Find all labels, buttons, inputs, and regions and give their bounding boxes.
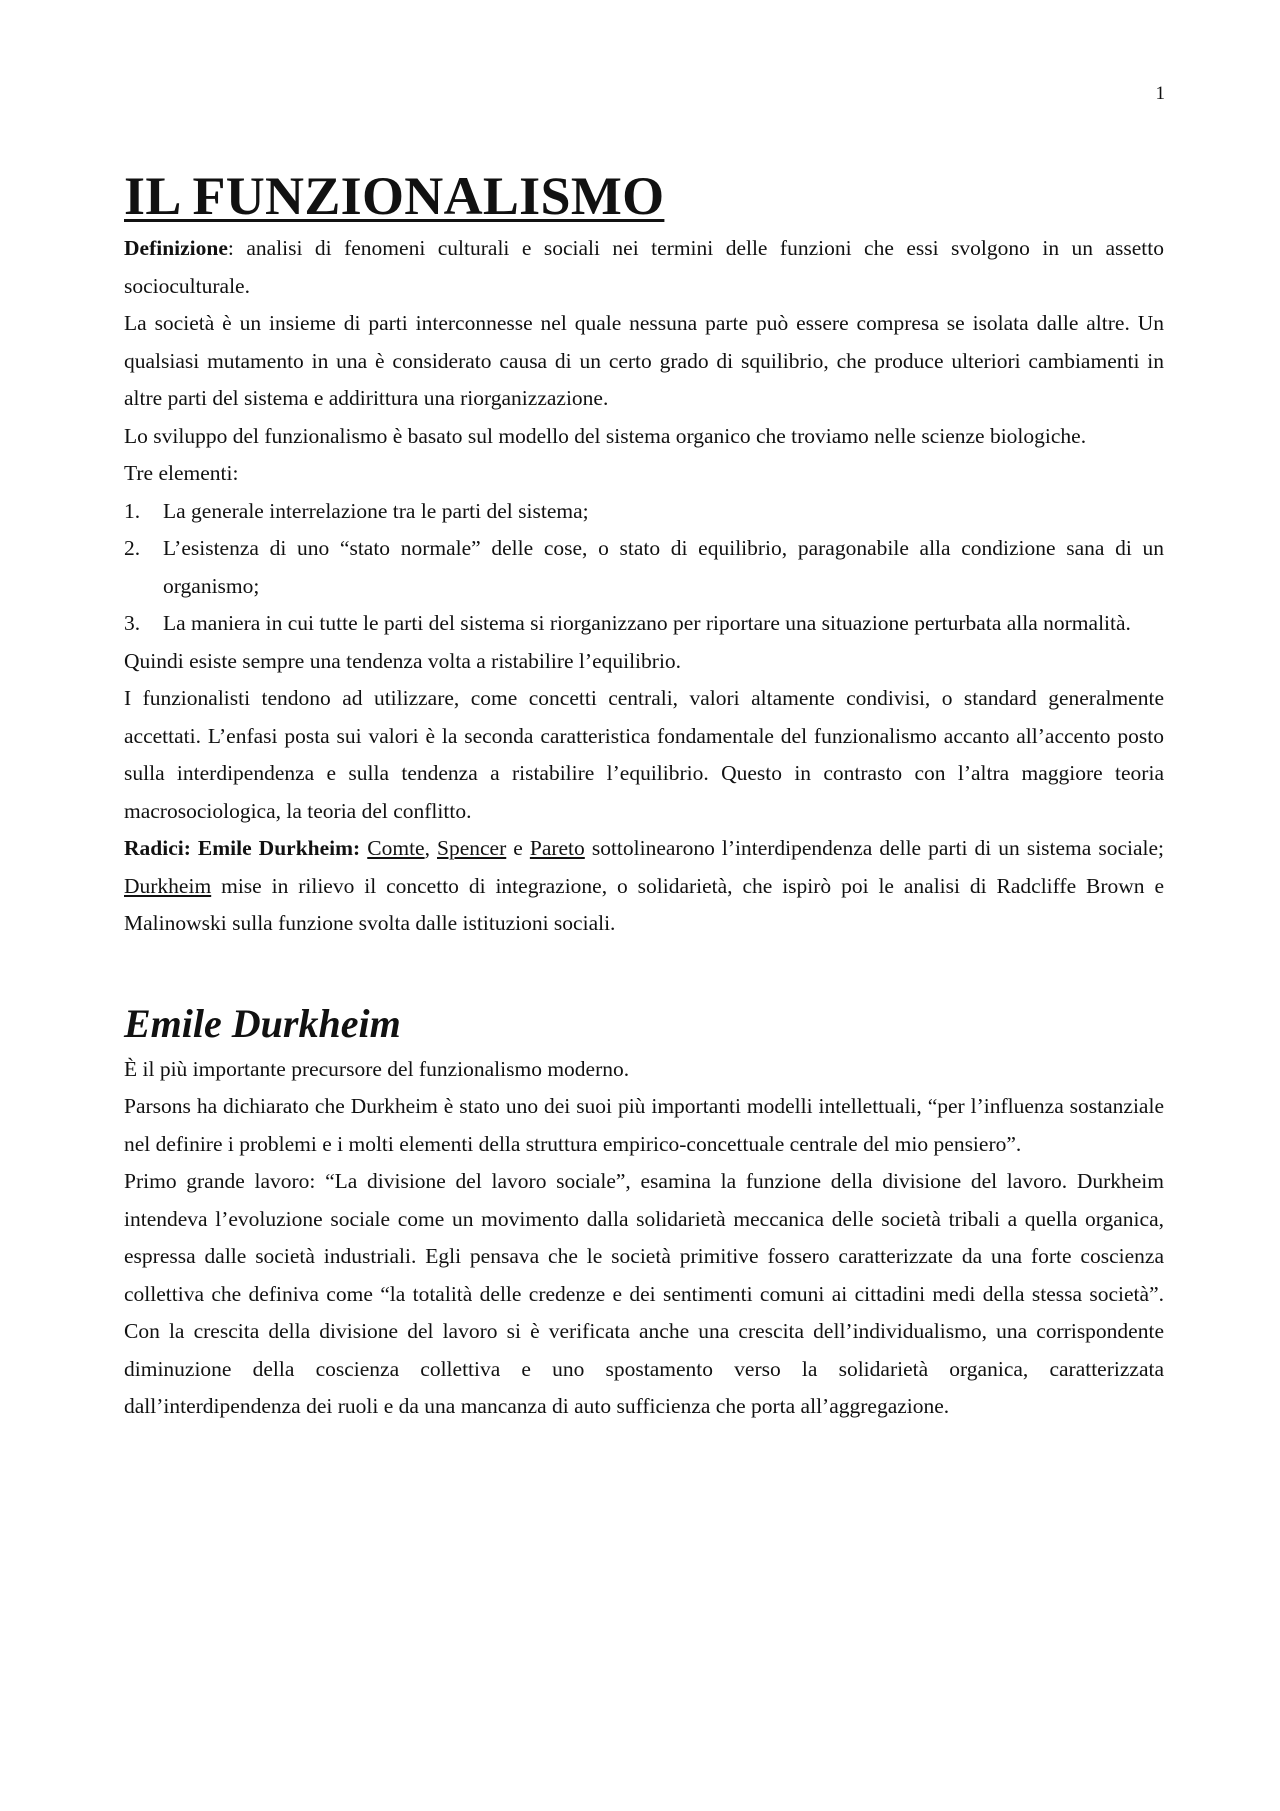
- list-item-text: La generale interrelazione tra le parti del sistema;: [163, 498, 589, 523]
- list-item-number: 2.: [124, 536, 141, 560]
- elements-list: [124, 493, 1164, 643]
- roots-label: Radici: Emile Durkheim:: [124, 836, 361, 860]
- section-title-durkheim: Emile Durkheim: [124, 1000, 401, 1046]
- link-durkheim: Durkheim: [124, 873, 212, 898]
- document-body: [124, 166, 1164, 1426]
- list-item: [124, 605, 1164, 643]
- roots-text-1: sottolinearono l’interdipendenza delle parti di un sistema sociale;: [584, 836, 1165, 860]
- list-item-text: La maniera in cui tutte le parti del sistema si riorganizzano per riportare una situazione perturbata alla normalità.: [163, 611, 1131, 635]
- list-item: [124, 530, 1164, 605]
- definition-label: Definizione: [124, 236, 228, 260]
- elements-intro: Tre elementi:: [124, 461, 239, 485]
- roots-and: e: [506, 836, 530, 860]
- definition-paragraph: [124, 230, 1164, 305]
- link-pareto: Pareto: [529, 836, 585, 860]
- roots-text-2: mise in rilievo il concetto di integrazione, o solidarietà, che ispirò poi le analisi di Radcliffe Brown e Malinowski sulla funzione svolta dalle istituzioni sociali.: [124, 873, 1164, 935]
- durkheim-paragraph: È il più importante precursore del funzionalismo moderno.: [124, 1056, 630, 1081]
- roots-comma: ,: [424, 836, 437, 860]
- intro-paragraph: La società è un insieme di parti interconnesse nel quale nessuna parte può essere compresa se isolata dalle altre. Un qualsiasi mutamento in una è considerato causa di un certo grado di squilibrio, che produce ulteriori cambiamenti in altre parti del sistema e addirittura una riorganizzazione.: [124, 311, 1164, 410]
- body-paragraph: I funzionalisti tendono ad utilizzare, come concetti centrali, valori altamente condivisi, o standard generalmente accettati. L’enfasi posta sui valori è la seconda caratteristica fondamentale del funzionalismo accanto all’accento posto sulla interdipendenza e sulla tendenza a ristabilire l’equilibrio. Questo in contrasto con l’altra maggiore teoria macrosociologica, la teoria del conflitto.: [124, 686, 1164, 823]
- durkheim-paragraph: Primo grande lavoro: “La divisione del lavoro sociale”, esamina la funzione della divisione del lavoro. Durkheim intendeva l’evoluzione sociale come un movimento dalla solidarietà meccanica delle società tribali a quella organica, espressa dalle società industriali. Egli pensava che le società primitive fossero caratterizzate da una forte coscienza collettiva che definiva come “la totalità delle credenze e dei sentimenti comuni ai cittadini medi della stessa società”. Con la crescita della divisione del lavoro si è verificata anche una crescita dell’individualismo, una corrispondente diminuzione della coscienza collettiva e uno spostamento verso la solidarietà organica, caratterizzata dall’interdipendenza dei ruoli e da una mancanza di auto sufficienza che porta all’aggregazione.: [124, 1169, 1164, 1418]
- body-paragraph: Quindi esiste sempre una tendenza volta a ristabilire l’equilibrio.: [124, 648, 682, 673]
- list-item-text: L’esistenza di uno “stato normale” delle cose, o stato di equilibrio, paragonabile alla condizione sana di un organismo;: [163, 536, 1164, 598]
- link-comte: Comte: [367, 836, 425, 860]
- definition-text: : analisi di fenomeni culturali e sociali nei termini delle funzioni che essi svolgono in un assetto socioculturale.: [124, 236, 1164, 298]
- page-number: 1: [1155, 83, 1165, 104]
- page-title: IL FUNZIONALISMO: [124, 166, 665, 226]
- roots-paragraph: [124, 830, 1164, 943]
- durkheim-paragraph: Parsons ha dichiarato che Durkheim è stato uno dei suoi più importanti modelli intellettuali, “per l’influenza sostanziale nel definire i problemi e i molti elementi della struttura empirico-concettuale centrale del mio pensiero”.: [124, 1094, 1164, 1156]
- list-item: [124, 493, 1164, 531]
- list-item-number: 3.: [124, 611, 141, 635]
- link-spencer: Spencer: [437, 836, 507, 860]
- intro-paragraph: Lo sviluppo del funzionalismo è basato sul modello del sistema organico che troviamo nelle scienze biologiche.: [124, 423, 1087, 448]
- list-item-number: 1.: [124, 498, 141, 523]
